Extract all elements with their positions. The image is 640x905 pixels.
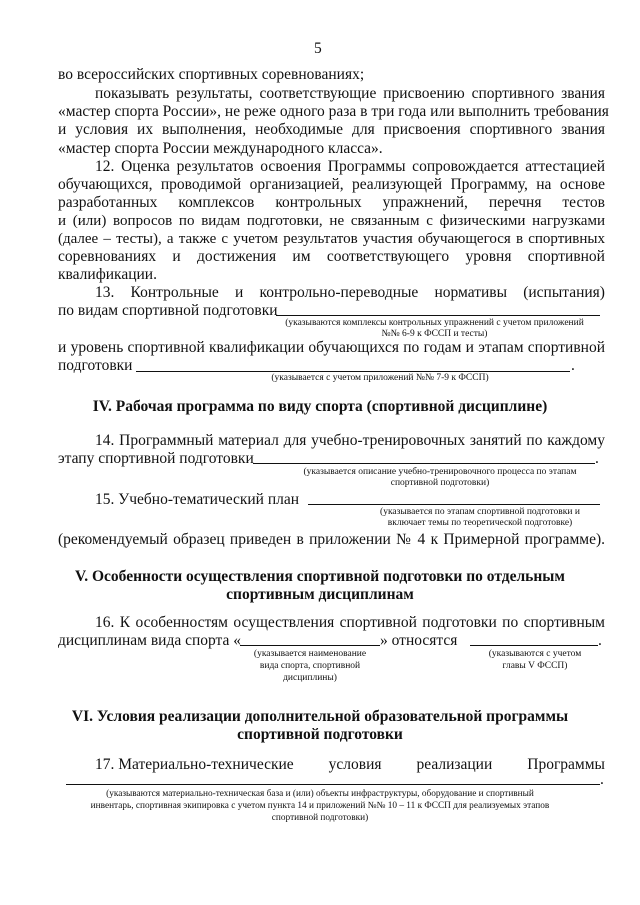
paragraph-16: 16. К особенностям осуществления спортивной подготовки по спортивным — [95, 614, 605, 631]
footnote: (указываются комплексы контрольных упражнений с учетом приложений — [285, 318, 584, 328]
paragraph-14: 14. Программный материал для учебно-тренировочных занятий по каждому — [95, 432, 605, 449]
section-4-title: IV. Рабочая программа по виду спорта (спортивной дисциплине) — [92, 398, 548, 415]
text-line: «мастер спорта России международного класса». — [58, 140, 383, 157]
footnote: главы V ФССП) — [502, 661, 568, 671]
section-6-title: VI. Условия реализации дополнительной образовательной программы — [71, 708, 569, 725]
paragraph-12: 12. Оценка результатов освоения Программы сопровождается аттестацией — [95, 158, 605, 175]
text-line: обучающихся, проводимой организацией, реализующей Программу, на основе — [58, 176, 605, 193]
text-line: разработанных комплексов контрольных упражнений, перечня тестов — [58, 194, 605, 211]
text-line: » относятся — [380, 632, 458, 649]
fill-line — [276, 315, 600, 316]
text-line: . — [600, 771, 604, 788]
text-line: (рекомендуемый образец приведен в приложении № 4 к Примерной программе). — [58, 531, 605, 548]
footnote: (указываются с учетом — [488, 649, 582, 659]
footnote: дисциплины) — [283, 673, 337, 683]
section-6-title: спортивной подготовки — [237, 726, 403, 743]
paragraph-15: 15. Учебно-тематический план — [95, 491, 300, 508]
footnote: спортивной подготовки) — [390, 478, 490, 488]
paragraph-17: 17. Материально-технические условия реализации Программы — [95, 756, 605, 773]
fill-line — [253, 463, 595, 464]
footnote: №№ 6-9 к ФССП и тесты) — [381, 329, 488, 339]
section-5-title: спортивным дисциплинам — [226, 586, 414, 603]
text-line: подготовки — [58, 357, 133, 374]
fill-line — [308, 504, 600, 505]
section-5-title: V. Особенности осуществления спортивной подготовки по отдельным — [75, 568, 565, 585]
text-line: соревнованиях и достижения им соответствующего уровня спортивной — [58, 248, 605, 265]
text-line: . — [598, 632, 602, 649]
footnote: (указывается по этапам спортивной подготовки и — [380, 507, 580, 517]
footnote: инвентарь, спортивная экипировка с учетом пункта 14 и приложений №№ 10 – 11 к ФССП для реализуемых этапов — [90, 801, 550, 811]
paragraph-13: 13. Контрольные и контрольно-переводные нормативы (испытания) — [95, 284, 605, 301]
text-line: и уровень спортивной квалификации обучающихся по годам и этапам спортивной — [58, 339, 605, 356]
text-line: и условия их выполнения, необходимые для присвоения спортивного звания — [58, 121, 605, 138]
fill-line — [66, 784, 600, 785]
text-line: . — [595, 450, 599, 467]
text-line: и (или) вопросов по видам подготовки, не связанным с физическими нагрузками — [58, 213, 605, 229]
text-line: во всероссийских спортивных соревнованиях; — [58, 66, 365, 83]
footnote: (указывается описание учебно-тренировочного процесса по этапам — [303, 467, 577, 477]
text-line: . — [571, 357, 575, 374]
text-line: этапу спортивной подготовки — [58, 450, 254, 467]
page-number: 5 — [314, 40, 322, 57]
text-line: «мастер спорта России», не реже одного раза в три года или выполнить требования — [58, 103, 609, 120]
footnote: вида спорта, спортивной — [259, 661, 361, 671]
footnote: (указывается с учетом приложений №№ 7-9 к ФССП) — [271, 373, 489, 383]
text-line: по видам спортивной подготовки — [58, 302, 278, 319]
text-line: (далее – тесты), а также с учетом результатов участия обучающегося в спортивных — [58, 231, 605, 247]
fill-line — [240, 645, 380, 646]
footnote: спортивной подготовки) — [271, 813, 369, 823]
text-line: показывать результаты, соответствующие присвоению спортивного звания — [95, 85, 605, 102]
footnote: (указывается наименование — [253, 649, 367, 659]
fill-line — [470, 645, 598, 646]
footnote: включает темы по теоретической подготовке) — [387, 518, 573, 528]
footnote: (указываются материально-техническая база и (или) объекты инфраструктуры, оборудование и спортивный — [106, 789, 534, 799]
text-line: квалификации. — [58, 266, 157, 283]
text-line: дисциплинам вида спорта « — [58, 632, 242, 649]
